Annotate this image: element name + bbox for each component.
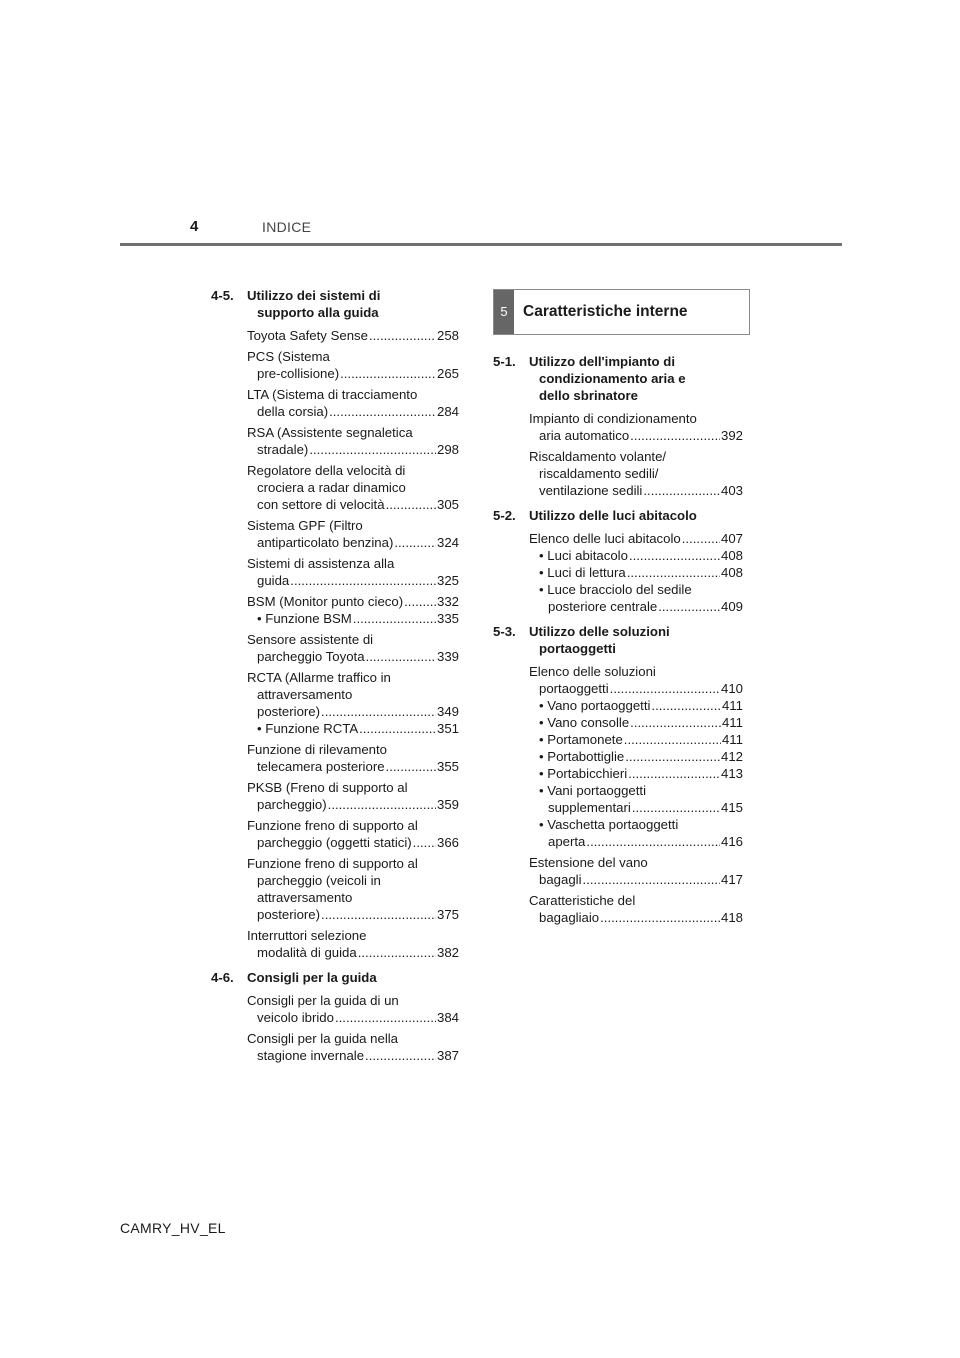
dot-leader — [627, 564, 720, 581]
entry-text: della corsia) — [257, 404, 329, 419]
dot-leader — [328, 796, 436, 813]
entry-text-line: Sensore assistente di — [247, 632, 374, 647]
entry-text: portaoggetti — [539, 681, 609, 696]
entry-row — [247, 1047, 459, 1064]
section-title-line: Utilizzo delle soluzioni — [529, 624, 670, 639]
entry-row — [247, 572, 459, 589]
entry-text-line: Estensione del vano — [529, 855, 648, 870]
entry-page-number[interactable]: 305 — [436, 497, 459, 512]
toc-entry[interactable] — [247, 517, 459, 551]
toc-section-5-3 — [493, 623, 743, 657]
entry-text: parcheggio) — [257, 797, 327, 812]
entry-page-number[interactable]: 366 — [436, 835, 459, 850]
entry-text-line: PKSB (Freno di supporto al — [247, 780, 408, 795]
entry-row — [247, 441, 459, 458]
section-title-line: Consigli per la guida — [247, 970, 377, 985]
entry-page-number[interactable]: 325 — [436, 573, 459, 588]
section-title — [529, 623, 743, 657]
section-number: 4-5. — [211, 288, 234, 303]
toc-entry[interactable] — [247, 817, 459, 851]
entry-page-number[interactable]: 407 — [720, 531, 743, 546]
entry-text-line: Consigli per la guida nella — [247, 1031, 399, 1046]
entry-sub-row — [247, 720, 459, 737]
dot-leader — [353, 610, 436, 627]
toc-section-5-1 — [493, 353, 743, 404]
dot-leader — [394, 534, 436, 551]
page-number: 4 — [190, 218, 199, 235]
entry-sub-row — [247, 610, 459, 627]
entry-text: Elenco delle luci abitacolo — [529, 531, 681, 546]
dot-leader — [404, 593, 436, 610]
toc-entry[interactable] — [529, 530, 743, 615]
entry-text: posteriore) — [257, 704, 321, 719]
entry-text-line: PCS (Sistema — [247, 349, 330, 364]
entry-bullet-text: • Luce bracciolo del sedile — [539, 582, 692, 597]
entry-page-number[interactable]: 355 — [436, 759, 459, 774]
entry-text-line: attraversamento — [257, 890, 353, 905]
dot-leader — [682, 530, 720, 547]
entry-bullet-text: • Luci abitacolo — [539, 548, 628, 563]
entry-page-number[interactable]: 382 — [436, 945, 459, 960]
toc-entry[interactable] — [247, 462, 459, 513]
entry-bullet-text: • Vano portaoggetti — [539, 698, 651, 713]
entry-row — [247, 327, 459, 344]
entry-page-number[interactable]: 411 — [721, 715, 743, 730]
entry-page-number[interactable]: 375 — [436, 907, 459, 922]
entry-text-line: parcheggio (veicoli in — [257, 873, 381, 888]
entry-text: bagagliaio — [539, 910, 600, 925]
entry-page-number[interactable]: 418 — [720, 910, 743, 925]
entry-page-number[interactable]: 410 — [720, 681, 743, 696]
dot-leader — [358, 944, 436, 961]
toc-section-4-5 — [211, 287, 459, 321]
entry-page-number[interactable]: 298 — [436, 442, 459, 457]
entry-text: aria automatico — [539, 428, 630, 443]
dot-leader — [335, 1009, 436, 1026]
entry-bullet-text: • Vaschetta portaoggetti — [539, 817, 679, 832]
dot-leader — [600, 909, 720, 926]
toc-section-5-2 — [493, 507, 743, 524]
entry-text-line: Funzione di rilevamento — [247, 742, 388, 757]
entry-row — [247, 365, 459, 382]
dot-leader — [386, 758, 436, 775]
entry-text: modalità di guida — [257, 945, 357, 960]
dot-leader — [365, 1047, 436, 1064]
dot-leader — [625, 748, 720, 765]
entry-text-line: Riscaldamento volante/ — [529, 449, 667, 464]
entry-page-number[interactable]: 416 — [720, 834, 743, 849]
entry-page-number[interactable]: 258 — [436, 328, 459, 343]
section-title — [247, 287, 459, 321]
entry-text-line: Funzione freno di supporto al — [247, 818, 418, 833]
toc-entry[interactable] — [247, 1030, 459, 1064]
entry-text: supplementari — [548, 800, 631, 815]
section-title-line: dello sbrinatore — [539, 388, 638, 403]
dot-leader — [628, 765, 720, 782]
toc-right-column — [493, 353, 743, 930]
toc-entry[interactable] — [529, 410, 743, 444]
toc-entry[interactable] — [247, 631, 459, 665]
entry-page-number[interactable]: 332 — [436, 594, 459, 609]
dot-leader — [586, 833, 720, 850]
entry-page-number[interactable]: 417 — [720, 872, 743, 887]
entry-page-number[interactable]: 349 — [436, 704, 459, 719]
entry-text: pre-collisione) — [257, 366, 340, 381]
entry-page-number[interactable]: 408 — [720, 548, 743, 563]
entry-page-number[interactable]: 284 — [436, 404, 459, 419]
entry-text-line: Sistema GPF (Filtro — [247, 518, 363, 533]
section-title-line: condizionamento aria e — [539, 371, 686, 386]
entry-text: parcheggio Toyota — [257, 649, 365, 664]
entry-text: veicolo ibrido — [257, 1010, 334, 1025]
entry-row — [247, 703, 459, 720]
document-code: CAMRY_HV_EL — [120, 1220, 226, 1236]
entry-text-line: Sistemi di assistenza alla — [247, 556, 395, 571]
dot-leader — [329, 403, 436, 420]
entry-bullet-text: • Funzione BSM — [257, 611, 352, 626]
toc-entry[interactable] — [247, 741, 459, 775]
chapter-title: Caratteristiche interne — [523, 303, 688, 320]
toc-entry[interactable] — [247, 555, 459, 589]
entry-row — [247, 593, 459, 610]
toc-entry[interactable] — [247, 327, 459, 344]
dot-leader — [359, 720, 436, 737]
dot-leader — [321, 906, 436, 923]
entry-bullet-text: • Vani portaoggetti — [539, 783, 647, 798]
dot-leader — [366, 648, 436, 665]
entry-bullet-text: • Luci di lettura — [539, 565, 626, 580]
dot-leader — [632, 799, 720, 816]
toc-entry[interactable] — [247, 669, 459, 737]
entry-text: stradale) — [257, 442, 309, 457]
section-number: 4-6. — [211, 970, 234, 985]
dot-leader — [321, 703, 436, 720]
dot-leader — [610, 680, 720, 697]
entry-page-number[interactable]: 384 — [436, 1010, 459, 1025]
entry-bullet-text: • Portamonete — [539, 732, 623, 747]
section-number: 5-3. — [493, 624, 516, 639]
entry-row — [247, 796, 459, 813]
entry-row — [247, 944, 459, 961]
chapter-badge — [493, 289, 750, 335]
entry-page-number[interactable]: 392 — [720, 428, 743, 443]
entry-text-line: Regolatore della velocità di — [247, 463, 406, 478]
entry-text-line: Caratteristiche del — [529, 893, 636, 908]
dot-leader — [386, 496, 436, 513]
toc-left-column — [211, 287, 459, 1068]
toc-entry[interactable] — [247, 386, 459, 420]
dot-leader — [309, 441, 436, 458]
entry-page-number[interactable]: 413 — [720, 766, 743, 781]
section-title: Utilizzo delle luci abitacolo — [529, 508, 697, 523]
entry-bullet-text: • Funzione RCTA — [257, 721, 359, 736]
dot-leader — [340, 365, 436, 382]
entry-text: BSM (Monitor punto cieco) — [247, 594, 404, 609]
page-header-title: INDICE — [262, 219, 312, 235]
section-title — [247, 969, 459, 986]
section-number: 5-2. — [493, 508, 516, 523]
toc-entry[interactable] — [247, 855, 459, 923]
entry-bullet-text: • Portabicchieri — [539, 766, 628, 781]
entry-row — [247, 1009, 459, 1026]
entry-page-number[interactable]: 359 — [436, 797, 459, 812]
dot-leader — [629, 547, 720, 564]
entry-page-number[interactable]: 412 — [720, 749, 743, 764]
dot-leader — [643, 482, 720, 499]
entry-row — [247, 906, 459, 923]
dot-leader — [413, 834, 436, 851]
entry-text-line: RSA (Assistente segnaletica — [247, 425, 413, 440]
entry-text: bagagli — [539, 872, 582, 887]
entry-text: aperta — [548, 834, 586, 849]
dot-leader — [658, 598, 720, 615]
dot-leader — [290, 572, 436, 589]
entry-text-line: Elenco delle soluzioni — [529, 664, 656, 679]
entry-text: stagione invernale — [257, 1048, 365, 1063]
entry-page-number[interactable]: 387 — [436, 1048, 459, 1063]
entry-text: Toyota Safety Sense — [247, 328, 368, 343]
entry-page-number[interactable]: 351 — [436, 721, 459, 736]
dot-leader — [624, 731, 721, 748]
entry-text-line: crociera a radar dinamico — [257, 480, 406, 495]
toc-entry[interactable] — [247, 779, 459, 813]
section-title-line: Utilizzo dell'impianto di — [529, 354, 675, 369]
entry-row — [247, 758, 459, 775]
entry-row — [247, 496, 459, 513]
toc-section-4-6 — [211, 969, 459, 986]
entry-page-number[interactable]: 265 — [436, 366, 459, 381]
entry-row — [247, 648, 459, 665]
toc-entry[interactable] — [247, 348, 459, 382]
entry-text: guida — [257, 573, 290, 588]
toc-entry[interactable] — [529, 663, 743, 850]
dot-leader — [651, 697, 721, 714]
entry-text: antiparticolato benzina) — [257, 535, 394, 550]
toc-entry[interactable] — [247, 593, 459, 627]
entry-page-number[interactable]: 409 — [720, 599, 743, 614]
section-title-line: portaoggetti — [539, 641, 616, 656]
dot-leader — [630, 714, 721, 731]
toc-entry[interactable] — [247, 992, 459, 1026]
entry-page-number[interactable]: 415 — [720, 800, 743, 815]
section-number: 5-1. — [493, 354, 516, 369]
entry-text-line: LTA (Sistema di tracciamento — [247, 387, 418, 402]
header-divider — [120, 243, 842, 246]
entry-page-number[interactable]: 335 — [436, 611, 459, 626]
toc-entry[interactable] — [247, 424, 459, 458]
toc-entry[interactable] — [529, 892, 743, 926]
entry-page-number[interactable]: 411 — [721, 732, 743, 747]
entry-bullet-text: • Vano consolle — [539, 715, 630, 730]
entry-text: posteriore) — [257, 907, 321, 922]
entry-text: parcheggio (oggetti statici) — [257, 835, 412, 850]
entry-text: ventilazione sedili — [539, 483, 643, 498]
entry-text: telecamera posteriore — [257, 759, 385, 774]
section-title-line: supporto alla guida — [257, 305, 379, 320]
toc-entry[interactable] — [529, 854, 743, 888]
entry-text-line: riscaldamento sedili/ — [539, 466, 659, 481]
entry-page-number[interactable]: 411 — [721, 698, 743, 713]
entry-page-number[interactable]: 408 — [720, 565, 743, 580]
entry-page-number[interactable]: 324 — [436, 535, 459, 550]
entry-bullet-text: • Portabottiglie — [539, 749, 625, 764]
entry-text-line: Consigli per la guida di un — [247, 993, 399, 1008]
entry-text-line: attraversamento — [257, 687, 353, 702]
chapter-number: 5 — [494, 290, 514, 334]
dot-leader — [630, 427, 720, 444]
entry-row — [247, 534, 459, 551]
entry-row — [247, 834, 459, 851]
entry-page-number[interactable]: 339 — [436, 649, 459, 664]
section-title — [529, 353, 743, 404]
toc-entry[interactable] — [529, 448, 743, 499]
entry-page-number[interactable]: 403 — [720, 483, 743, 498]
dot-leader — [369, 327, 436, 344]
entry-text-line: Impianto di condizionamento — [529, 411, 697, 426]
toc-entry[interactable] — [247, 927, 459, 961]
entry-row — [247, 403, 459, 420]
entry-text: posteriore centrale — [548, 599, 658, 614]
dot-leader — [583, 871, 720, 888]
section-title-line: Utilizzo dei sistemi di — [247, 288, 381, 303]
entry-text-line: Interruttori selezione — [247, 928, 367, 943]
entry-text-line: RCTA (Allarme traffico in — [247, 670, 391, 685]
entry-text-line: Funzione freno di supporto al — [247, 856, 418, 871]
entry-text: con settore di velocità — [257, 497, 385, 512]
